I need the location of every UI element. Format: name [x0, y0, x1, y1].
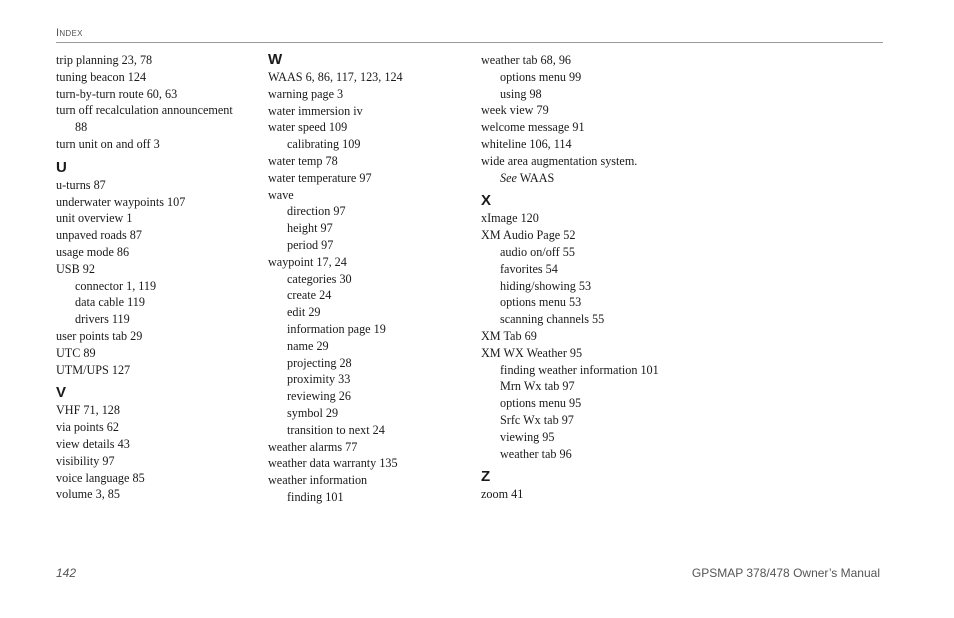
- index-subentry: connector 1, 119: [75, 278, 157, 293]
- index-entry: weather alarms 77: [268, 439, 358, 454]
- index-column-1: [56, 52, 256, 503]
- page-number: 142: [56, 566, 77, 580]
- index-entry: weather information: [268, 473, 368, 488]
- index-entry: wide area augmentation system.: [481, 153, 638, 168]
- index-subentry: categories 30: [287, 271, 352, 286]
- index-entry: XM WX Weather 95: [481, 345, 583, 360]
- index-entry: week view 79: [481, 103, 549, 118]
- index-subentry: finding weather information 101: [500, 362, 659, 377]
- index-subentry: projecting 28: [287, 355, 352, 370]
- index-entry: waypoint 17, 24: [268, 254, 347, 269]
- index-subentry: name 29: [287, 338, 329, 353]
- index-entry: unit overview 1: [56, 211, 133, 226]
- index-subentry: viewing 95: [500, 429, 555, 444]
- index-entry: water immersion iv: [268, 103, 363, 118]
- index-entry: turn-by-turn route 60, 63: [56, 86, 178, 101]
- index-entry: underwater waypoints 107: [56, 194, 186, 209]
- index-entry: whiteline 106, 114: [481, 136, 572, 151]
- manual-title: GPSMAP 378/478 Owner’s Manual: [691, 566, 880, 580]
- index-column-3: [481, 52, 681, 503]
- index-subentry: reviewing 26: [287, 389, 351, 404]
- index-entry: warning page 3: [268, 86, 344, 101]
- index-letter-heading: V: [56, 384, 67, 402]
- index-subentry: finding 101: [287, 489, 344, 504]
- index-subentry: audio on/off 55: [500, 244, 575, 259]
- index-subentry: transition to next 24: [287, 422, 385, 437]
- index-entry: user points tab 29: [56, 328, 143, 343]
- index-entry: weather data warranty 135: [268, 456, 398, 471]
- index-column-2: [268, 52, 468, 506]
- index-see-reference: [481, 170, 681, 187]
- index-subentry: weather tab 96: [500, 446, 572, 461]
- index-letter-heading: W: [268, 51, 283, 68]
- index-entry: USB 92: [56, 261, 95, 276]
- index-entry: trip planning 23, 78: [56, 53, 153, 67]
- index-entry: VHF 71, 128: [56, 403, 120, 418]
- index-entry: usage mode 86: [56, 244, 130, 259]
- index-entry: welcome message 91: [481, 120, 585, 135]
- see-label: See: [500, 170, 517, 185]
- index-entry: unpaved roads 87: [56, 228, 142, 243]
- index-entry: water temp 78: [268, 153, 338, 168]
- index-entry: UTC 89: [56, 345, 96, 360]
- index-subentry: direction 97: [287, 204, 346, 219]
- index-subentry: scanning channels 55: [500, 312, 605, 327]
- index-entry: weather tab 68, 96: [481, 53, 572, 67]
- index-entry: u-turns 87: [56, 177, 106, 192]
- index-subentry: options menu 95: [500, 396, 582, 411]
- index-subentry: create 24: [287, 288, 332, 303]
- section-header: Index: [56, 27, 83, 39]
- index-subentry: Srfc Wx tab 97: [500, 412, 574, 427]
- index-subentry: edit 29: [287, 305, 321, 320]
- index-entry: WAAS 6, 86, 117, 123, 124: [268, 70, 403, 84]
- index-subentry: hiding/showing 53: [500, 278, 592, 293]
- index-entry: visibility 97: [56, 453, 115, 468]
- index-entry: view details 43: [56, 436, 130, 451]
- index-entry: via points 62: [56, 420, 119, 435]
- index-subentry: proximity 33: [287, 372, 351, 387]
- index-subentry: drivers 119: [75, 312, 130, 327]
- index-subentry: data cable 119: [75, 295, 145, 310]
- index-subentry: height 97: [287, 221, 333, 236]
- index-subentry: period 97: [287, 237, 334, 252]
- index-entry: turn off recalculation announcement: [56, 103, 233, 118]
- index-entry: water temperature 97: [268, 170, 372, 185]
- index-entry: xImage 120: [481, 211, 539, 226]
- header-rule: [56, 42, 883, 43]
- index-subentry: symbol 29: [287, 405, 339, 420]
- index-entry: voice language 85: [56, 470, 145, 485]
- index-subentry: calibrating 109: [287, 137, 361, 152]
- index-subentry: 88: [75, 120, 88, 135]
- index-entry: turn unit on and off 3: [56, 136, 160, 151]
- index-subentry: Mrn Wx tab 97: [500, 379, 575, 394]
- index-entry: XM Audio Page 52: [481, 228, 576, 243]
- index-subentry: information page 19: [287, 321, 386, 336]
- index-subentry: favorites 54: [500, 261, 558, 276]
- index-letter-heading: X: [481, 192, 492, 210]
- index-entry: XM Tab 69: [481, 328, 537, 343]
- index-letter-heading: U: [56, 158, 67, 176]
- see-target: WAAS: [516, 170, 555, 185]
- index-subentry: options menu 53: [500, 295, 582, 310]
- index-subentry: using 98: [500, 86, 542, 101]
- index-entry: wave: [268, 187, 294, 202]
- index-entry: zoom 41: [481, 487, 524, 502]
- index-entry: tuning beacon 124: [56, 69, 147, 84]
- index-entry: volume 3, 85: [56, 487, 120, 502]
- index-entry: water speed 109: [268, 120, 348, 135]
- index-entry: UTM/UPS 127: [56, 362, 131, 377]
- index-subentry: options menu 99: [500, 69, 582, 84]
- index-letter-heading: Z: [481, 468, 491, 486]
